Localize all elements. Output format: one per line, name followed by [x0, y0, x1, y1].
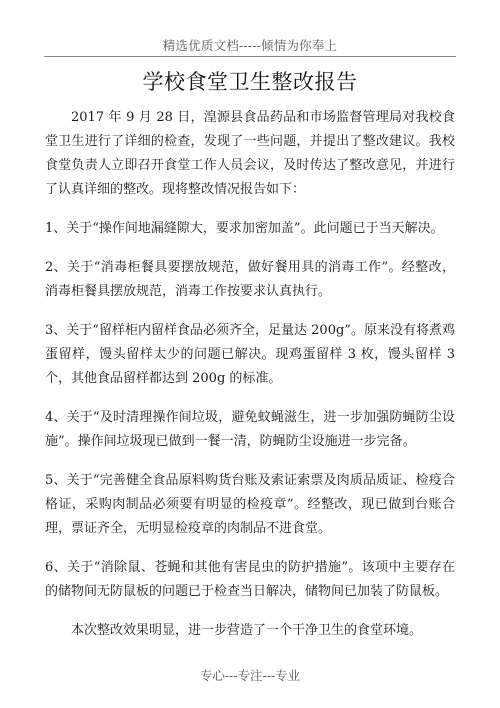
rectification-item-1: 1、关于“操作间地漏缝隙大，要求加密加盖”。此问题已于当天解决。	[45, 221, 444, 236]
intro-paragraph: 2017 年 9 月 28 日，湟源县食品药品和市场监督管理局对我校食堂卫生进行了详细的检查，发现了一些问题，并提出了整改建议。我校食堂负责人立即召开食堂工作人员会议，及时传达了整改意见，并进行了认真详细的整改。现将整改情况报告如下：	[45, 110, 455, 197]
header-divider	[44, 56, 456, 57]
rectification-item-2: 2、关于“消毒柜餐具要摆放规范，做好餐用具的消毒工作”。经整改，消毒柜餐具摆放规范，消毒工作按要求认真执行。	[45, 260, 455, 299]
page-header: 精选优质文档-----倾情为你奉上	[162, 38, 338, 53]
conclusion-paragraph: 本次整改效果明显，进一步营造了一个干净卫生的食堂环境。	[71, 623, 423, 638]
document-body	[45, 106, 455, 643]
rectification-item-4: 4、关于“及时清理操作间垃圾，避免蚊蝇滋生，进一步加强防蝇防尘设施”。操作间垃圾现已做到一餐一清，防蝇防尘设施进一步完备。	[45, 410, 455, 449]
rectification-item-6: 6、关于“消除鼠、苍蝇和其他有害昆虫的防护措施”。该项中主要存在的储物间无防鼠板的问题已于检查当日解决，储物间已加装了防鼠板。	[45, 560, 455, 599]
rectification-item-3: 3、关于“留样柜内留样食品必须齐全，足量达 200g”。原来没有将煮鸡蛋留样，馒头留样太少的问题已解决。现鸡蛋留样 3 枚，馒头留样 3 个，其他食品留样都达到 200g 的标准。	[45, 323, 455, 386]
rectification-item-5: 5、关于“完善健全食品原料购货台账及索证索票及肉质品质证、检疫合格证，采购肉制品必须要有明显的检疫章”。经整改，现已做到台账合理，票证齐全，无明显检疫章的肉制品不进食堂。	[45, 473, 455, 536]
document-title: 学校食堂卫生整改报告	[142, 70, 358, 94]
page-footer: 专心---专注---专业	[199, 668, 301, 683]
